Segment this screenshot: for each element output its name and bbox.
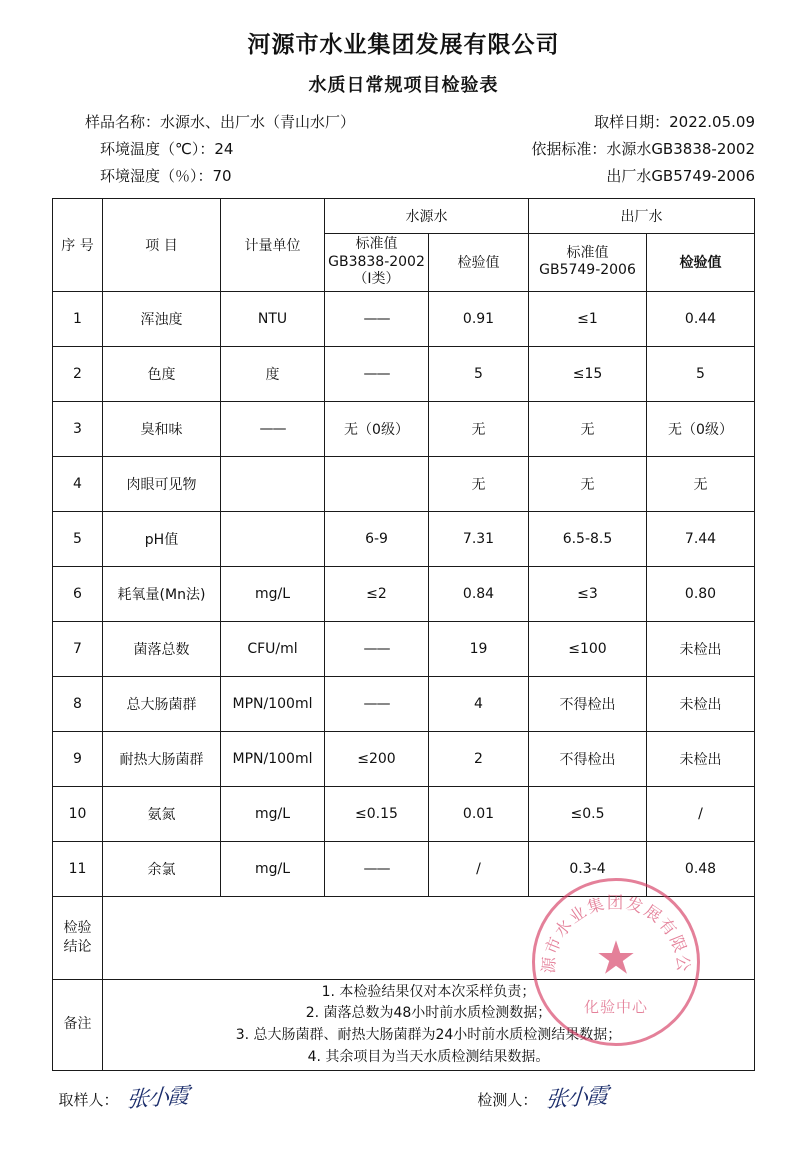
header-standard-finished: 标准值 GB5749-2006: [529, 234, 647, 292]
row-std-source: ——: [325, 676, 429, 731]
row-std-finished: ≤100: [529, 621, 647, 676]
row-val-source: 4: [429, 676, 529, 731]
row-val-finished: 无（0级）: [647, 401, 755, 456]
row-std-source: 6-9: [325, 511, 429, 566]
row-unit: [221, 511, 325, 566]
row-std-source: ——: [325, 346, 429, 401]
row-val-finished: 7.44: [647, 511, 755, 566]
row-std-finished: ≤3: [529, 566, 647, 621]
remark-line: 3. 总大肠菌群、耐热大肠菌群为24小时前水质检测结果数据；: [235, 1026, 622, 1043]
conclusion-label: 检验 结论: [53, 896, 103, 979]
standard-basis: 依据标准：水源水GB3838-2002: [531, 140, 755, 158]
row-val-source: /: [429, 841, 529, 896]
remark-line: 1. 本检验结果仅对本次采样负责；: [321, 983, 536, 1000]
row-no: 9: [53, 731, 103, 786]
row-val-source: 19: [429, 621, 529, 676]
row-std-finished: 不得检出: [529, 731, 647, 786]
row-no: 4: [53, 456, 103, 511]
row-std-finished: 不得检出: [529, 676, 647, 731]
row-val-source: 0.01: [429, 786, 529, 841]
row-no: 6: [53, 566, 103, 621]
tester-signature: 张小霞: [544, 1084, 608, 1114]
row-val-finished: 未检出: [647, 676, 755, 731]
remark-line: 4. 其余项目为当天水质检测结果数据。: [307, 1048, 550, 1065]
row-item: pH值: [103, 511, 221, 566]
row-val-source: 5: [429, 346, 529, 401]
row-val-source: 2: [429, 731, 529, 786]
row-std-finished: ≤0.5: [529, 786, 647, 841]
remark-label: 备注: [53, 979, 103, 1071]
row-item: 色度: [103, 346, 221, 401]
row-no: 11: [53, 841, 103, 896]
page-title: 水质日常规项目检验表: [308, 75, 499, 96]
row-unit: [221, 456, 325, 511]
row-item: 氨氮: [103, 786, 221, 841]
table-row: [53, 456, 755, 511]
header-value-finished: 检验值: [647, 234, 755, 292]
header-group-finished-water: 出厂水: [529, 199, 755, 234]
row-val-source: 0.84: [429, 566, 529, 621]
row-item: 浑浊度: [103, 291, 221, 346]
table-row: [53, 676, 755, 731]
sampler-signature: 张小霞: [126, 1084, 189, 1114]
header-group-source-water: 水源水: [325, 199, 529, 234]
row-item: 总大肠菌群: [103, 676, 221, 731]
header-no: 序 号: [53, 199, 103, 292]
seal-star-icon: ★: [595, 932, 637, 984]
sampler-block: [59, 1081, 188, 1112]
row-std-finished: 6.5-8.5: [529, 511, 647, 566]
row-std-finished: 0.3-4: [529, 841, 647, 896]
inspection-report-page: [0, 26, 807, 1168]
row-item: 耐热大肠菌群: [103, 731, 221, 786]
tester-block: [477, 1081, 606, 1112]
seal-center-text: 化验中心: [583, 998, 648, 1016]
meta-row-humidity: [85, 165, 755, 186]
report-meta: [0, 111, 807, 186]
table-row: [53, 511, 755, 566]
company-title: 河源市水业集团发展有限公司: [247, 32, 560, 58]
row-std-source: ≤2: [325, 566, 429, 621]
row-unit: ——: [221, 401, 325, 456]
row-unit: MPN/100ml: [221, 731, 325, 786]
tester-label: 检测人：: [477, 1091, 538, 1110]
row-val-source: 无: [429, 401, 529, 456]
table-row: [53, 621, 755, 676]
row-std-finished: 无: [529, 401, 647, 456]
sample-name: 样品名称：水源水、出厂水（青山水厂）: [85, 113, 356, 131]
meta-row-sample: [85, 111, 755, 132]
header-unit: 计量单位: [221, 199, 325, 292]
row-item: 菌落总数: [103, 621, 221, 676]
row-unit: CFU/ml: [221, 621, 325, 676]
row-val-finished: 5: [647, 346, 755, 401]
table-row: [53, 401, 755, 456]
row-val-source: 无: [429, 456, 529, 511]
meta-row-temperature: [85, 138, 755, 159]
header-standard-source: 标准值 GB3838-2002 （Ⅰ类）: [325, 234, 429, 292]
row-unit: mg/L: [221, 566, 325, 621]
sampler-label: 取样人：: [58, 1091, 119, 1110]
sample-date: 取样日期：2022.05.09: [594, 113, 755, 131]
row-unit: MPN/100ml: [221, 676, 325, 731]
row-no: 10: [53, 786, 103, 841]
row-val-finished: 0.48: [647, 841, 755, 896]
row-no: 1: [53, 291, 103, 346]
row-item: 臭和味: [103, 401, 221, 456]
row-val-source: 7.31: [429, 511, 529, 566]
row-unit: mg/L: [221, 786, 325, 841]
row-val-finished: 0.44: [647, 291, 755, 346]
row-std-finished: ≤1: [529, 291, 647, 346]
header-value-source: 检验值: [429, 234, 529, 292]
table-row: [53, 786, 755, 841]
row-no: 8: [53, 676, 103, 731]
remark-line: 2. 菌落总数为48小时前水质检测数据；: [305, 1005, 552, 1022]
row-val-finished: 0.80: [647, 566, 755, 621]
row-std-source: ——: [325, 841, 429, 896]
row-std-source: ≤0.15: [325, 786, 429, 841]
environment-humidity: 环境湿度（％）：70: [100, 167, 232, 185]
row-std-source: ——: [325, 621, 429, 676]
row-val-finished: 无: [647, 456, 755, 511]
row-item: 肉眼可见物: [103, 456, 221, 511]
row-std-source: [325, 456, 429, 511]
row-std-finished: 无: [529, 456, 647, 511]
signature-row: [53, 1081, 755, 1112]
row-no: 5: [53, 511, 103, 566]
row-item: 耗氧量(Mn法): [103, 566, 221, 621]
table-group-header-row: [53, 199, 755, 234]
table-row: [53, 346, 755, 401]
row-std-source: 无（0级）: [325, 401, 429, 456]
table-row: [53, 566, 755, 621]
row-val-finished: 未检出: [647, 621, 755, 676]
row-no: 2: [53, 346, 103, 401]
row-std-source: ≤200: [325, 731, 429, 786]
row-val-source: 0.91: [429, 291, 529, 346]
row-std-finished: ≤15: [529, 346, 647, 401]
row-unit: mg/L: [221, 841, 325, 896]
row-val-finished: 未检出: [647, 731, 755, 786]
row-no: 7: [53, 621, 103, 676]
row-unit: NTU: [221, 291, 325, 346]
row-item: 余氯: [103, 841, 221, 896]
environment-temperature: 环境温度（℃）：24: [100, 140, 234, 158]
table-row: [53, 291, 755, 346]
row-std-source: ——: [325, 291, 429, 346]
table-row: [53, 731, 755, 786]
header-item: 项 目: [103, 199, 221, 292]
row-unit: 度: [221, 346, 325, 401]
standard-basis-secondary: 出厂水GB5749-2006: [606, 167, 755, 185]
svg-text:河源市水业集团发展有限公司: 河源市水业集团发展有限公司: [525, 866, 694, 975]
row-val-finished: /: [647, 786, 755, 841]
row-no: 3: [53, 401, 103, 456]
